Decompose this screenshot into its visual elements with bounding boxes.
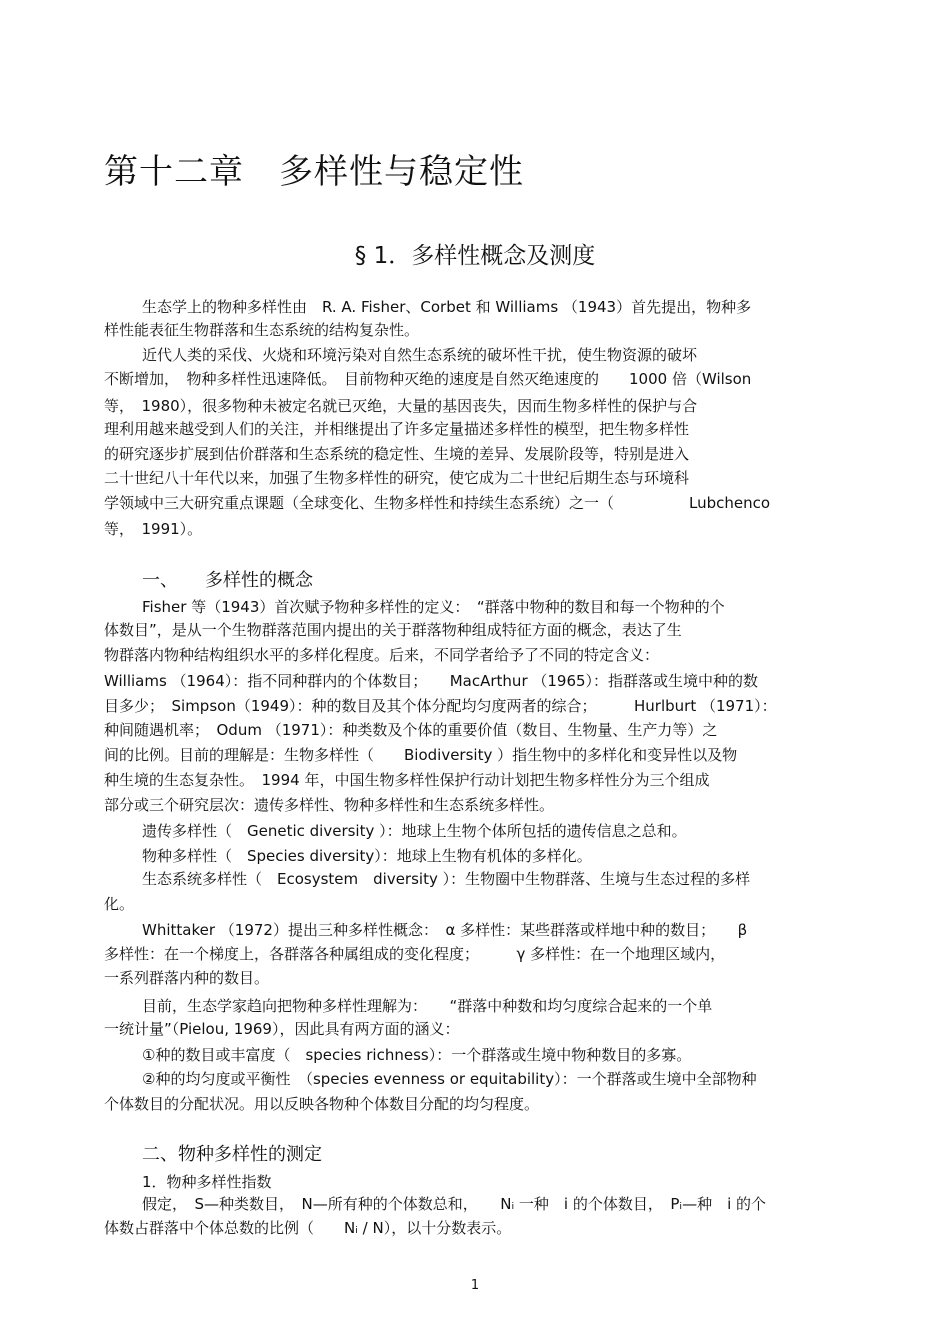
paragraph-line: 假定， S—种类数目， N—所有种的个体数总和， Nᵢ 一种 i 的个体数目， Pᵢ—种 i 的个 [142,1195,767,1213]
paragraph-line: 理利用越来越受到人们的关注，并相继提出了许多定量描述多样性的模型，把生物多样性 [104,420,690,438]
paragraph-line: 目多少； Simpson（1949）：种的数目及其个体分配均匀度两者的综合； Hurlburt （1971）： [104,697,777,715]
paragraph-line: 近代人类的采伐、火烧和环境污染对自然生态系统的破坏性干扰，使生物资源的破坏 [142,346,698,364]
paragraph-line: 等， 1980），很多物种未被定名就已灭绝，大量的基因丧失，因而生物多样性的保护与合 [104,397,698,415]
section-title: § 1．多样性概念及测度 [354,243,596,269]
paragraph-line: 的研究逐步扩展到估价群落和生态系统的稳定性、生境的差异、发展阶段等，特别是进入 [104,445,690,463]
paragraph-line: 样性能表征生物群落和生态系统的结构复杂性。 [104,321,420,339]
species-diversity-line: 物种多样性（ Species diversity）：地球上生物有机体的多样化。 [142,847,592,865]
paragraph-line: 等， 1991）。 [104,520,203,538]
paragraph-line: 学领域中三大研究重点课题（全球变化、生物多样性和持续生态系统）之一（ Lubchenco [104,494,771,512]
heading-measure: 二、物种多样性的测定 [142,1144,322,1165]
subheading-index: 1．物种多样性指数 [142,1173,272,1191]
richness-line: ①种的数目或丰富度（ species richness）：一个群落或生境中物种数目的多寡。 [142,1046,692,1064]
paragraph-line: 目前，生态学家趋向把物种多样性理解为： “群落中种数和均匀度综合起来的一个单 [142,997,713,1015]
genetic-diversity-line: 遗传多样性（ Genetic diversity ）：地球上生物个体所包括的遗传信息之总和。 [142,822,687,840]
ecosystem-diversity-line: 化。 [104,895,135,913]
paragraph-line: 一统计量”（Pielou, 1969），因此具有两方面的涵义： [104,1020,460,1038]
paragraph-line: 一系列群落内种的数目。 [104,969,270,987]
paragraph-line: 种间随遇机率； Odum （1971）：种类数及个体的重要价值（数目、生物量、生产力等）之 [104,721,718,739]
paragraph-line: Whittaker （1972）提出三种多样性概念： α 多样性：某些群落或样地中种的数目； β [142,921,748,939]
paragraph-line: 多样性：在一个梯度上，各群落各种属组成的变化程度； γ 多样性：在一个地理区域内， [104,945,726,963]
paragraph-line: 体数占群落中个体总数的比例（ Nᵢ / N），以十分数表示。 [104,1219,512,1237]
paragraph-line: 二十世纪八十年代以来，加强了生物多样性的研究，使它成为二十世纪后期生态与环境科 [104,469,690,487]
page-number: 1 [470,1278,480,1293]
evenness-line: ②种的均匀度或平衡性 （species evenness or equitability）：一个群落或生境中全部物种 [142,1070,757,1088]
paragraph-line: Williams （1964）：指不同种群内的个体数目； MacArthur （1965）：指群落或生境中种的数 [104,672,759,690]
paragraph-line: 间的比例。目前的理解是：生物多样性（ Biodiversity ）指生物中的多样化和变异性以及物 [104,746,738,764]
paragraph-line: 生态学上的物种多样性由 R. A. Fisher、Corbet 和 Williams （1943）首先提出，物种多 [142,298,752,316]
heading-concept: 一、 多样性的概念 [142,570,313,591]
paragraph-line: 种生境的生态复杂性。 1994 年，中国生物多样性保护行动计划把生物多样性分为三个组成 [104,771,710,789]
paragraph-line: 不断增加， 物种多样性迅速降低。 目前物种灭绝的速度是自然灭绝速度的 1000 倍（Wilson [104,370,752,388]
evenness-line: 个体数目的分配状况。用以反映各物种个体数目分配的均匀程度。 [104,1095,540,1113]
paragraph-line: 物群落内物种结构组织水平的多样化程度。后来，不同学者给予了不同的特定含义： [104,646,660,664]
paragraph-line: 部分或三个研究层次：遗传多样性、物种多样性和生态系统多样性。 [104,796,555,814]
paragraph-line: 体数目”，是从一个生物群落范围内提出的关于群落物种组成特征方面的概念，表达了生 [104,621,682,639]
ecosystem-diversity-line: 生态系统多样性（ Ecosystem diversity ）：生物圈中生物群落、生境与生态过程的多样 [142,870,751,888]
paragraph-line: Fisher 等（1943）首次赋予物种多样性的定义： “群落中物种的数目和每一个物种的个 [142,598,725,616]
chapter-title: 第十二章 多样性与稳定性 [104,152,524,192]
